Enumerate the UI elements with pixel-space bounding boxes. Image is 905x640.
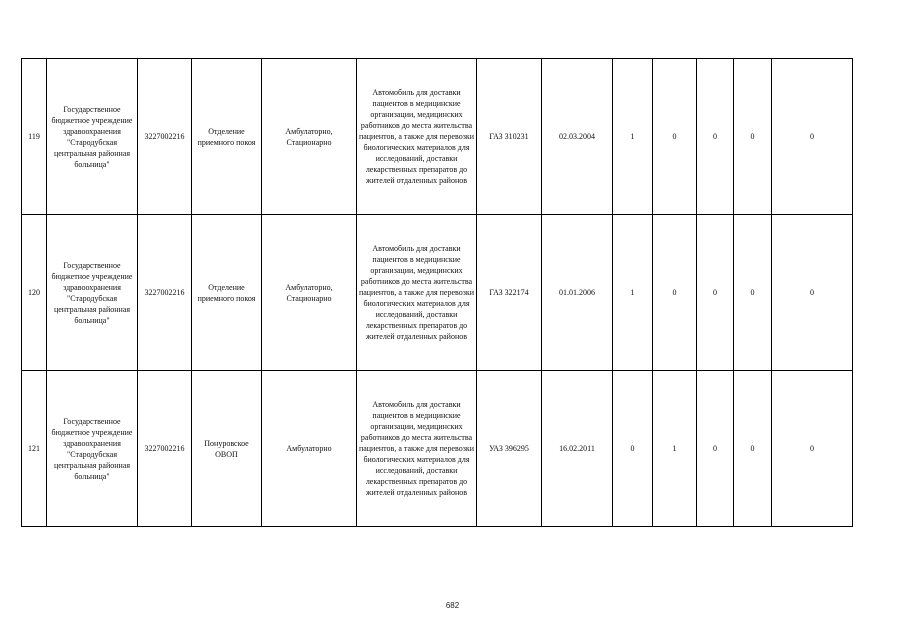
department: Понуровское ОВОП bbox=[192, 371, 262, 527]
count-cell-4: 0 bbox=[734, 59, 772, 215]
care-type: Амбулаторно, Стационарно bbox=[262, 215, 357, 371]
count-cell-5: 0 bbox=[772, 215, 853, 371]
care-type: Амбулаторно, Стационарно bbox=[262, 59, 357, 215]
institution-name: Государственное бюджетное учреждение здравоохранения "Стародубская центральная районная больница" bbox=[47, 215, 138, 371]
vehicle-registry-table bbox=[21, 58, 853, 527]
count-cell-2: 0 bbox=[653, 59, 697, 215]
vehicle-purpose: Автомобиль для доставки пациентов в медицинские организации, медицинских работников до места жительства пациентов, а также для перевозки биологических материалов для исследований, доставки лекарственных препаратов до жителей отдаленных районов bbox=[357, 371, 477, 527]
table-row bbox=[22, 371, 853, 527]
registration-date: 02.03.2004 bbox=[542, 59, 613, 215]
count-cell-4: 0 bbox=[734, 371, 772, 527]
vehicle-model: ГАЗ 310231 bbox=[477, 59, 542, 215]
vehicle-model: ГАЗ 322174 bbox=[477, 215, 542, 371]
count-cell-1: 1 bbox=[613, 215, 653, 371]
inn: 3227002216 bbox=[138, 59, 192, 215]
count-cell-3: 0 bbox=[697, 59, 734, 215]
count-cell-2: 1 bbox=[653, 371, 697, 527]
institution-name: Государственное бюджетное учреждение здравоохранения "Стародубская центральная районная больница" bbox=[47, 371, 138, 527]
count-cell-2: 0 bbox=[653, 215, 697, 371]
table-row bbox=[22, 215, 853, 371]
inn: 3227002216 bbox=[138, 371, 192, 527]
count-cell-4: 0 bbox=[734, 215, 772, 371]
count-cell-5: 0 bbox=[772, 59, 853, 215]
count-cell-1: 0 bbox=[613, 371, 653, 527]
registration-date: 01.01.2006 bbox=[542, 215, 613, 371]
row-number: 120 bbox=[22, 215, 47, 371]
inn: 3227002216 bbox=[138, 215, 192, 371]
vehicle-purpose: Автомобиль для доставки пациентов в медицинские организации, медицинских работников до места жительства пациентов, а также для перевозки биологических материалов для исследований, доставки лекарственных препаратов до жителей отдаленных районов bbox=[357, 59, 477, 215]
vehicle-purpose: Автомобиль для доставки пациентов в медицинские организации, медицинских работников до места жительства пациентов, а также для перевозки биологических материалов для исследований, доставки лекарственных препаратов до жителей отдаленных районов bbox=[357, 215, 477, 371]
table-row bbox=[22, 59, 853, 215]
department: Отделение приемного покоя bbox=[192, 59, 262, 215]
row-number: 121 bbox=[22, 371, 47, 527]
care-type: Амбулаторно bbox=[262, 371, 357, 527]
institution-name: Государственное бюджетное учреждение здравоохранения "Стародубская центральная районная больница" bbox=[47, 59, 138, 215]
count-cell-5: 0 bbox=[772, 371, 853, 527]
page-number: 682 bbox=[445, 601, 460, 610]
count-cell-3: 0 bbox=[697, 215, 734, 371]
department: Отделение приемного покоя bbox=[192, 215, 262, 371]
count-cell-1: 1 bbox=[613, 59, 653, 215]
count-cell-3: 0 bbox=[697, 371, 734, 527]
row-number: 119 bbox=[22, 59, 47, 215]
registration-date: 16.02.2011 bbox=[542, 371, 613, 527]
vehicle-model: УАЗ 396295 bbox=[477, 371, 542, 527]
table-body bbox=[22, 59, 853, 527]
